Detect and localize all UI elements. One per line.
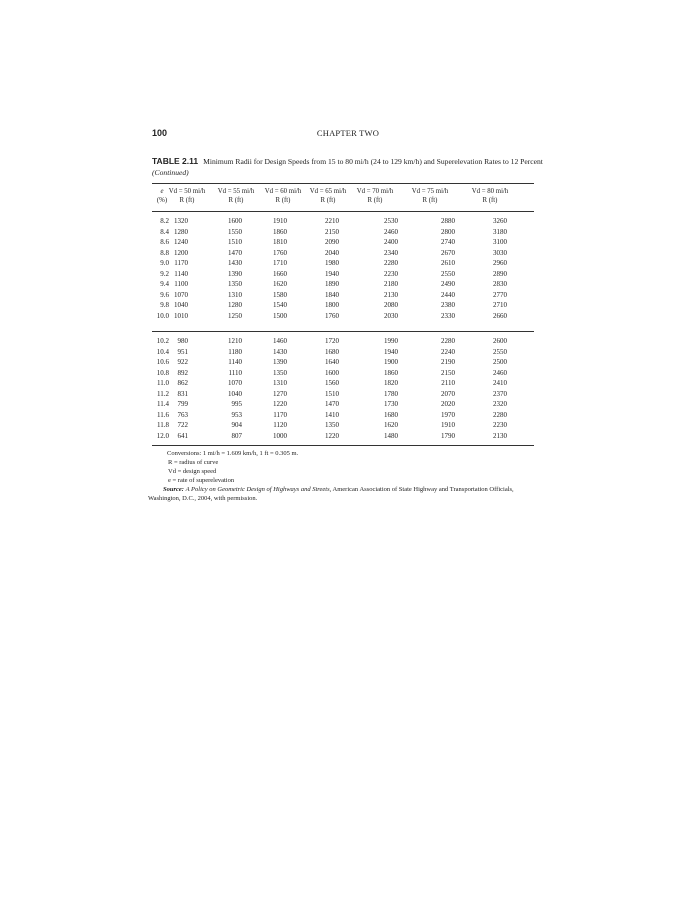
radius-cell: 951 [177, 347, 188, 356]
radius-cell: 1860 [273, 227, 287, 236]
radius-cell: 2440 [441, 290, 455, 299]
radius-cell: 1100 [174, 280, 188, 288]
column-header-label: Vd = 75 mi/h [411, 188, 449, 195]
radius-cell: 722 [177, 421, 188, 429]
radius-cell: 799 [177, 400, 188, 408]
radius-cell: 2210 [325, 217, 339, 225]
radius-cell: 1600 [325, 368, 339, 377]
radius-cell: 2230 [384, 269, 398, 278]
chapter-title: CHAPTER TWO [316, 128, 380, 138]
column-header [303, 187, 353, 205]
superelevation-cell: 11.0 [157, 379, 169, 387]
definition-radius: R = radius of curve [168, 459, 219, 466]
radius-cell: 1680 [325, 347, 339, 356]
radius-cell: 1730 [384, 400, 398, 408]
radius-cell: 2380 [441, 301, 455, 309]
radius-cell: 1320 [174, 217, 188, 225]
radius-cell: 641 [177, 431, 188, 440]
definition-design-speed: Vd = design speed [168, 468, 217, 475]
radius-cell: 2330 [441, 311, 455, 320]
radius-cell: 2600 [493, 337, 507, 345]
radius-cell: 2230 [493, 421, 507, 429]
radius-cell: 1620 [384, 421, 398, 429]
radius-cell: 2670 [441, 248, 455, 257]
radius-cell: 1470 [325, 400, 339, 408]
radius-cell: 1460 [273, 337, 287, 345]
radius-cell: 2460 [493, 368, 507, 377]
radius-cell: 1940 [325, 269, 339, 278]
superelevation-cell: 8.8 [160, 248, 169, 257]
radius-cell: 1430 [228, 259, 242, 267]
radius-cell: 1680 [384, 410, 398, 419]
radius-cell: 2070 [441, 389, 455, 398]
radius-cell: 1900 [384, 358, 398, 366]
radius-cell: 1390 [228, 269, 242, 278]
radius-cell: 2800 [441, 227, 455, 236]
radius-cell: 2660 [493, 311, 507, 320]
conversion-note: Conversions: 1 mi/h = 1.609 km/h, 1 ft = 0.305 m. [167, 450, 299, 457]
superelevation-cell: 11.2 [157, 389, 169, 398]
radius-cell: 3030 [493, 248, 507, 257]
radius-cell: 1790 [441, 431, 455, 440]
radius-cell: 1170 [174, 259, 188, 267]
radius-cell: 1390 [273, 358, 287, 366]
radius-cell: 1270 [273, 389, 287, 398]
column-header-unit: R (ft) [482, 197, 498, 204]
superelevation-cell: 9.2 [160, 269, 169, 278]
radius-cell: 2130 [384, 290, 398, 299]
radius-cell: 1140 [174, 269, 188, 278]
radius-cell: 2340 [384, 248, 398, 257]
radius-cell: 1760 [325, 311, 339, 320]
superelevation-cell: 10.0 [156, 311, 169, 320]
radius-cell: 2190 [441, 358, 455, 366]
radius-cell: 2830 [493, 280, 507, 288]
radius-cell: 1250 [228, 311, 242, 320]
radius-cell: 1170 [273, 410, 287, 419]
radius-cell: 2030 [384, 311, 398, 320]
radius-cell: 1070 [174, 290, 188, 299]
column-header [350, 187, 400, 205]
radius-cell: 2500 [493, 358, 507, 366]
radius-cell: 2740 [441, 238, 455, 246]
radius-cell: 1240 [174, 238, 188, 246]
radius-cell: 1510 [228, 238, 242, 246]
radius-cell: 807 [231, 431, 242, 440]
radius-cell: 2280 [441, 337, 455, 345]
radius-cell: 1480 [384, 431, 398, 440]
radius-cell: 922 [177, 358, 188, 366]
column-header [462, 187, 518, 205]
radius-cell: 2110 [441, 379, 455, 387]
column-header-label: Vd = 60 mi/h [264, 188, 302, 195]
radius-cell: 1990 [384, 337, 398, 345]
radius-cell: 2610 [441, 259, 455, 267]
page-number: 100 [152, 128, 168, 138]
column-header-label: e [160, 188, 164, 195]
radius-cell: 1660 [273, 269, 287, 278]
superelevation-cell: 10.6 [156, 358, 169, 366]
radius-cell: 2150 [325, 227, 339, 236]
superelevation-cell: 10.8 [156, 368, 169, 377]
column-header-label: Vd = 55 mi/h [217, 188, 255, 195]
definition-superelevation: e = rate of superelevation [168, 477, 235, 484]
radius-cell: 980 [177, 337, 188, 345]
radius-cell: 1210 [228, 337, 242, 345]
radius-cell: 2890 [493, 269, 507, 278]
radius-cell: 1280 [228, 301, 242, 309]
radius-cell: 2490 [441, 280, 455, 288]
column-header [162, 187, 212, 205]
radius-cell: 1620 [273, 280, 287, 288]
radius-cell: 1540 [273, 301, 287, 309]
radius-cell: 1710 [273, 259, 287, 267]
radius-cell: 1470 [228, 248, 242, 257]
column-header-unit: R (ft) [275, 197, 291, 204]
table-header-rule [152, 211, 534, 212]
column-header-label: Vd = 80 mi/h [471, 188, 509, 195]
radius-cell: 1220 [273, 400, 287, 408]
column-header [258, 187, 308, 205]
radius-cell: 1910 [273, 217, 287, 225]
column-header-unit: (%) [156, 197, 168, 204]
table-caption [152, 156, 544, 178]
radius-cell: 2880 [441, 217, 455, 225]
radius-cell: 1310 [273, 379, 287, 387]
superelevation-cell: 12.0 [156, 431, 169, 440]
column-header-unit: R (ft) [367, 197, 383, 204]
radius-cell: 2320 [493, 400, 507, 408]
radius-cell: 3180 [493, 227, 507, 236]
radius-cell: 2090 [325, 238, 339, 246]
radius-cell: 1280 [174, 227, 188, 236]
radius-cell: 1040 [228, 389, 242, 398]
radius-cell: 1580 [273, 290, 287, 299]
superelevation-cell: 9.6 [160, 290, 169, 299]
source-label: Source: [163, 486, 184, 493]
radius-cell: 2960 [493, 259, 507, 267]
radius-cell: 1180 [228, 347, 242, 356]
radius-cell: 1120 [273, 421, 287, 429]
radius-cell: 2460 [384, 227, 398, 236]
radius-cell: 892 [177, 368, 188, 377]
radius-cell: 1970 [441, 410, 455, 419]
radius-cell: 763 [177, 410, 188, 419]
superelevation-cell: 11.8 [157, 421, 169, 429]
column-header-label: Vd = 65 mi/h [309, 188, 347, 195]
radius-cell: 1200 [174, 248, 188, 257]
radius-cell: 2130 [493, 431, 507, 440]
column-header-label: Vd = 70 mi/h [356, 188, 394, 195]
column-header [211, 187, 261, 205]
radius-cell: 1890 [325, 280, 339, 288]
column-header [402, 187, 458, 205]
radius-cell: 2240 [441, 347, 455, 356]
radius-cell: 1010 [174, 311, 188, 320]
column-header-unit: R (ft) [179, 197, 195, 204]
radius-cell: 1640 [325, 358, 339, 366]
radius-cell: 1780 [384, 389, 398, 398]
page-header [152, 128, 544, 140]
column-header-label: Vd = 50 mi/h [168, 188, 206, 195]
radius-cell: 2280 [384, 259, 398, 267]
radius-cell: 2370 [493, 389, 507, 398]
radius-cell: 2710 [493, 301, 507, 309]
radius-cell: 1810 [273, 238, 287, 246]
radius-cell: 1820 [384, 379, 398, 387]
table-footnotes [148, 449, 544, 503]
superelevation-cell: 9.8 [160, 301, 169, 309]
radius-cell: 2150 [441, 368, 455, 377]
radius-cell: 2400 [384, 238, 398, 246]
table-continued: (Continued) [152, 168, 189, 177]
radius-cell: 862 [177, 379, 188, 387]
radius-cell: 1350 [228, 280, 242, 288]
radius-cell: 2040 [325, 248, 339, 257]
radius-cell: 1140 [228, 358, 242, 366]
radius-cell: 1510 [325, 389, 339, 398]
column-header-unit: R (ft) [422, 197, 438, 204]
column-header-unit: R (ft) [228, 197, 244, 204]
radius-cell: 1040 [174, 301, 188, 309]
radius-cell: 953 [231, 410, 242, 419]
radius-cell: 2180 [384, 280, 398, 288]
superelevation-cell: 9.4 [160, 280, 169, 288]
superelevation-cell: 11.4 [157, 400, 169, 408]
superelevation-cell: 9.0 [160, 259, 169, 267]
radius-cell: 1110 [228, 368, 242, 377]
radius-cell: 1000 [273, 431, 287, 440]
radius-cell: 1430 [273, 347, 287, 356]
radius-cell: 831 [177, 389, 188, 398]
radius-cell: 1410 [325, 410, 339, 419]
radius-cell: 1550 [228, 227, 242, 236]
table-label: TABLE 2.11 [152, 156, 199, 166]
radius-cell: 1220 [325, 431, 339, 440]
radius-cell: 2530 [384, 217, 398, 225]
radius-cell: 1500 [273, 311, 287, 320]
radius-cell: 1720 [325, 337, 339, 345]
radius-cell: 1860 [384, 368, 398, 377]
table-group-rule [152, 331, 534, 332]
radius-cell: 2280 [493, 410, 507, 419]
radius-cell: 2080 [384, 301, 398, 309]
table-top-rule [152, 183, 534, 184]
radius-cell: 2550 [441, 269, 455, 278]
radius-cell: 1980 [325, 259, 339, 267]
radius-cell: 1560 [325, 379, 339, 387]
radius-cell: 1600 [228, 217, 242, 225]
radius-cell: 1310 [228, 290, 242, 299]
superelevation-cell: 10.4 [156, 347, 169, 356]
radius-cell: 1070 [228, 379, 242, 387]
source-text: American Association of State Highway and Transportation Officials, Washington, D.C., 2004, with permission. [148, 486, 514, 502]
source-title: A Policy on Geometric Design of Highways and Streets, [185, 486, 332, 493]
radius-cell: 1760 [273, 248, 287, 257]
superelevation-cell: 8.6 [160, 238, 169, 246]
column-header-unit: R (ft) [320, 197, 336, 204]
radius-cell: 2770 [493, 290, 507, 299]
superelevation-cell: 10.2 [156, 337, 169, 345]
radius-cell: 1800 [325, 301, 339, 309]
radius-cell: 1910 [441, 421, 455, 429]
table-bottom-rule [152, 445, 534, 446]
table-title: Minimum Radii for Design Speeds from 15 to 80 mi/h (24 to 129 km/h) and Superelevation Rates to 12 Percent [203, 157, 543, 166]
radius-cell: 2410 [493, 379, 507, 387]
radius-cell: 995 [231, 400, 242, 408]
source-note [148, 485, 544, 503]
radius-cell: 3100 [493, 238, 507, 246]
radius-cell: 2020 [441, 400, 455, 408]
radius-cell: 3260 [493, 217, 507, 225]
radius-cell: 1350 [273, 368, 287, 377]
superelevation-cell: 8.4 [160, 227, 169, 236]
superelevation-cell: 11.6 [157, 410, 169, 419]
radius-cell: 1940 [384, 347, 398, 356]
radius-cell: 1350 [325, 421, 339, 429]
radius-cell: 1840 [325, 290, 339, 299]
superelevation-cell: 8.2 [160, 217, 169, 225]
radius-cell: 2550 [493, 347, 507, 356]
radius-cell: 904 [231, 421, 242, 429]
